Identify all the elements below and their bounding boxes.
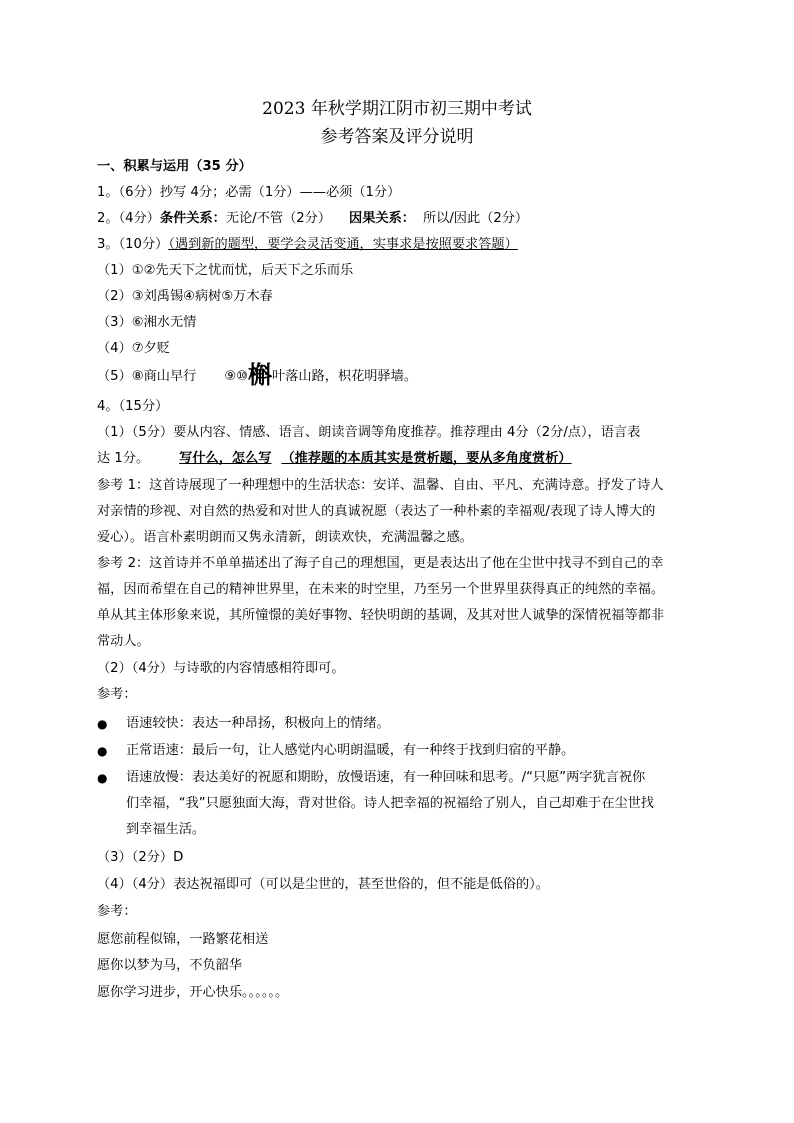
q2-prefix: 2。（4分） [97,211,160,226]
q3-item: （1）①②先天下之忧而忧，后天下之乐而乐 [97,263,354,278]
bullet-icon: ● [97,717,108,731]
q3-item5-mid: ⑨⑩ [224,369,248,384]
q4-bullet-item: 正常语速：最后一句，让人感觉内心明朗温暖，有一种终于找到归宿的平静。 [126,743,575,758]
q4-part4: （4）（4分）表达祝福即可（可以是尘世的，甚至世俗的，但不能是低俗的）。 [97,877,549,892]
q4-bullet-continuation: 到幸福生活。 [126,822,206,837]
q4-bullet-continuation: 们幸福，“我”只愿独面大海，背对世俗。诗人把幸福的祝福给了别人，自己却难于在尘世找 [126,796,654,811]
q4-part2: （2）（4分）与诗歌的内容情感相符即可。 [97,661,345,676]
bullet-icon: ● [97,744,108,758]
q2-cause-answer: 所以/因此（2分） [422,211,529,226]
q4-reference1-line: 爱心）。语言朴素明朗而又隽永清新，朗读欢快，充满温馨之感。 [97,530,473,545]
q4-reference1-line: 对亲情的珍视、对自然的热爱和对世人的真诚祝愿（表达了一种朴素的幸福观/表现了诗人博大的 [97,504,656,519]
q3-item-5 [97,360,418,389]
q4-part3: （3）（2分）D [97,850,184,865]
answer-q1: 1。（6分）抄写 4分；必需（1分）——必须（1分） [97,185,401,200]
q3-tip: （遇到新的题型，要学会灵活变通，实事求是按照要求答题） [168,237,518,252]
q3-item5-bold-char: 槲 [248,360,272,389]
q2-cause-label: 因果关系： [349,211,415,226]
q2-condition-label: 条件关系： [159,211,226,226]
q4-bullet-item: 语速放慢：表达美好的祝愿和期盼，放慢语速，有一种回味和思考。/“只愿”两字犹言祝你 [126,770,646,785]
q4-example: 愿您前程似锦，一路繁花相送 [97,932,269,947]
q4-part1-tip-b: （推荐题的本质其实是赏析题，要从多角度赏析） [281,451,572,466]
q4-bullet-item: 语速较快：表达一种昂扬，积极向上的情绪。 [126,716,390,731]
q4-example: 愿你以梦为马，不负韶华 [97,958,243,973]
q3-item: （2）③刘禹锡④病树⑤万木春 [97,289,273,304]
q4-reference2-line: 参考 2：这首诗并不单单描述出了海子自己的理想国，更是表达出了他在尘世中找寻不到自己的幸 [97,556,664,571]
q3-item5-suffix: 叶落山路，枳花明驿墙。 [272,369,418,384]
q4-part2-reference-label: 参考： [97,687,137,702]
q3-prefix: 3。（10分） [97,237,169,252]
q4-reference2-line: 常动人。 [97,634,150,649]
bullet-icon: ● [97,771,108,785]
q4-example: 愿你学习进步，开心快乐。。。。。。 [97,985,289,1000]
q4-part1-line: （1）（5分）要从内容、情感、语言、朗读音调等角度推荐。推荐理由 4分（2分/点），语言表 [97,425,641,440]
q4-reference2-line: 福，因而希望在自己的精神世界里，在未来的时空里，乃至另一个世界里获得真正的纯然的幸福。 [97,582,665,597]
q4-part1-line2 [97,450,572,468]
answer-q4-heading: 4。（15分） [97,399,169,414]
q4-part1-tip-a: 写什么，怎么写 [179,451,272,466]
answer-q3-heading [97,236,518,254]
q4-part4-reference-label: 参考： [97,904,137,919]
q4-part1-score: 达 1分。 [97,451,150,466]
q2-condition-answer: 无论/不管（2分） [225,211,332,226]
q4-reference1-line: 参考 1：这首诗展现了一种理想中的生活状态：安详、温馨、自由、平凡、充满诗意。抒发了诗人 [97,478,664,493]
document-title: 2023 年秋学期江阴市初三期中考试 [262,99,532,119]
q3-item: （3）⑥湘水无情 [97,315,197,330]
q3-item5-prefix: （5）⑧商山早行 [97,369,197,384]
q3-item: （4）⑦夕贬 [97,341,170,356]
q4-reference2-line: 单从其主体形象来说，其所憧憬的美好事物、轻快明朗的基调，及其对世人诚挚的深情祝福等都非 [97,608,665,623]
section-heading: 一、积累与运用（35 分） [97,159,252,174]
document-subtitle: 参考答案及评分说明 [320,127,474,147]
answer-q2 [97,210,528,228]
